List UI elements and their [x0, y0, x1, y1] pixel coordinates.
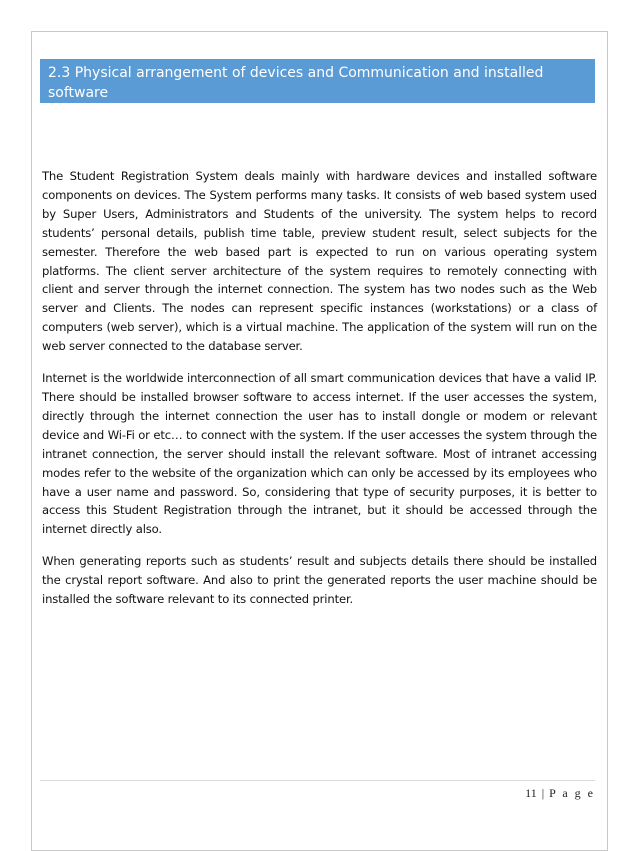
page-number [525, 786, 595, 801]
section-heading [40, 59, 595, 121]
section-heading-line1: 2.3 Physical arrangement of devices and Communication and installed software [48, 65, 544, 101]
page-label: P a g e [549, 786, 595, 800]
paragraph: When generating reports such as students’ result and subjects details there should be installed the crystal report software. And also to print the generated reports the user machine should be installed the software relevant to its connected printer. [42, 554, 597, 607]
paragraph: Internet is the worldwide interconnection of all smart communication devices that have a valid IP. There should be installed browser software to access internet. If the user accesses the system, directly through the internet connection the user has to install dongle or modem or relevant device and Wi-Fi or etc… to connect with the system. If the user accesses the system through the intranet connection, the server should install the relevant software. Most of intranet accessing modes refer to the website of the organization which can only be accessed by its employees who have a user name and password. So, considering that type of security purposes, it is better to access this Student Registration through the intranet, but it should be accessed through the internet directly also. [42, 371, 597, 537]
page-number-value: 11 [525, 786, 537, 800]
footer-divider [40, 780, 595, 781]
page-number-separator: | [541, 786, 545, 800]
section-heading-line2: Components on devices. [68, 105, 241, 121]
body-text [42, 167, 597, 622]
paragraph: The Student Registration System deals mainly with hardware devices and installed software components on devices. The System performs many tasks. It consists of web based system used by Super Users, Administrators and Students of the university. The system helps to record students’ personal details, publish time table, preview student result, select subjects for the semester. Therefore the web based part is expected to run on various operating system platforms. The client server architecture of the system requires to remotely connecting with client and server through the internet connection. The system has two nodes such as the Web server and Clients. The nodes can represent specific instances (workstations) or a class of computers (web server), which is a virtual machine. The application of the system will run on the web server connected to the database server. [42, 169, 597, 354]
